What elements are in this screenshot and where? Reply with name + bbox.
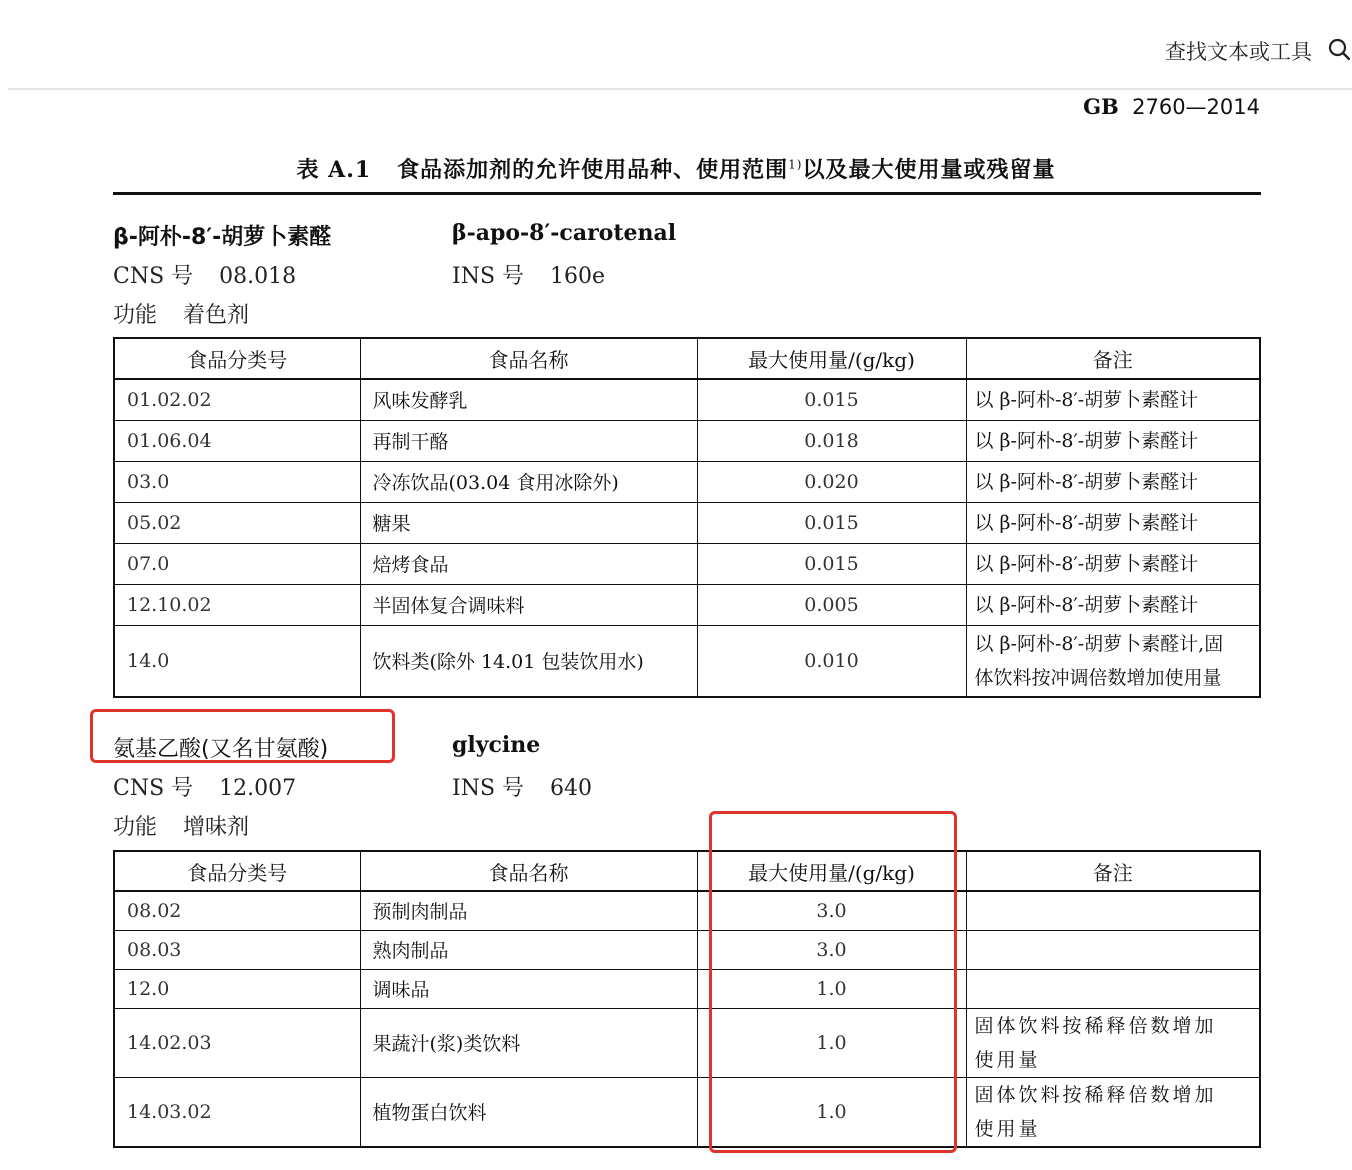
max-usage: 0.020 bbox=[697, 461, 966, 502]
additive-name-cn: β-阿朴-8′-胡萝卜素醛 bbox=[113, 225, 332, 250]
table-row bbox=[114, 1077, 1260, 1147]
table-row bbox=[114, 930, 1260, 969]
table-row bbox=[114, 502, 1260, 543]
ins-number: INS 号 160e bbox=[452, 264, 606, 289]
max-usage: 0.005 bbox=[697, 584, 966, 625]
header-food-code: 食品分类号 bbox=[114, 338, 360, 379]
header-note: 备注 bbox=[966, 338, 1260, 379]
food-name: 调味品 bbox=[360, 969, 697, 1008]
food-code: 08.02 bbox=[114, 891, 360, 930]
food-code: 03.0 bbox=[114, 461, 360, 502]
toolbar-divider bbox=[8, 88, 1352, 90]
food-name: 再制干酪 bbox=[360, 420, 697, 461]
table-row bbox=[114, 1008, 1260, 1077]
cns-number: CNS 号 12.007 bbox=[113, 776, 297, 801]
table-row bbox=[114, 584, 1260, 625]
search-icon[interactable] bbox=[1328, 38, 1350, 60]
max-usage: 3.0 bbox=[697, 930, 966, 969]
table-row bbox=[114, 379, 1260, 420]
search-label[interactable]: 查找文本或工具 bbox=[1165, 40, 1312, 64]
max-usage: 0.010 bbox=[697, 625, 966, 697]
top-toolbar bbox=[0, 0, 1352, 88]
highlight-box-glycine-name bbox=[90, 709, 395, 763]
note: 以 β-阿朴-8′-胡萝卜素醛计 bbox=[966, 461, 1260, 502]
food-code: 01.06.04 bbox=[114, 420, 360, 461]
header-max-usage: 最大使用量/(g/kg) bbox=[697, 851, 966, 891]
usage-table-glycine bbox=[113, 850, 1261, 1148]
table-caption: 表 A.1 食品添加剂的允许使用品种、使用范围$^{1)}$以及最大使用量或残留量 bbox=[296, 157, 1056, 183]
note bbox=[966, 969, 1260, 1008]
note: 以 β-阿朴-8′-胡萝卜素醛计 bbox=[966, 584, 1260, 625]
note: 固体饮料按稀释倍数增加 使用量 bbox=[966, 1008, 1260, 1077]
max-usage: 1.0 bbox=[697, 1008, 966, 1077]
caption-rule bbox=[113, 192, 1261, 195]
header-food-name: 食品名称 bbox=[360, 851, 697, 891]
table-header-row bbox=[114, 851, 1260, 891]
food-code: 01.02.02 bbox=[114, 379, 360, 420]
table-row bbox=[114, 420, 1260, 461]
additive-name-en: β-apo-8′-carotenal bbox=[452, 220, 677, 246]
food-code: 14.02.03 bbox=[114, 1008, 360, 1077]
food-name: 焙烤食品 bbox=[360, 543, 697, 584]
note bbox=[966, 930, 1260, 969]
cns-number: CNS 号 08.018 bbox=[113, 264, 297, 289]
food-name: 风味发酵乳 bbox=[360, 379, 697, 420]
food-name: 饮料类(除外 14.01 包装饮用水) bbox=[360, 625, 697, 697]
food-name: 冷冻饮品(03.04 食用冰除外) bbox=[360, 461, 697, 502]
additive-name-cn: 氨基乙酸(又名甘氨酸) bbox=[113, 737, 329, 762]
table-row bbox=[114, 461, 1260, 502]
table-row bbox=[114, 543, 1260, 584]
max-usage: 1.0 bbox=[697, 969, 966, 1008]
food-code: 05.02 bbox=[114, 502, 360, 543]
table-header-row bbox=[114, 338, 1260, 379]
note bbox=[966, 891, 1260, 930]
food-name: 预制肉制品 bbox=[360, 891, 697, 930]
max-usage: 1.0 bbox=[697, 1077, 966, 1147]
standard-number: GB 2760—2014 bbox=[1083, 94, 1260, 119]
food-code: 08.03 bbox=[114, 930, 360, 969]
food-name: 植物蛋白饮料 bbox=[360, 1077, 697, 1147]
max-usage: 0.015 bbox=[697, 379, 966, 420]
max-usage: 0.015 bbox=[697, 543, 966, 584]
highlight-box-max-usage bbox=[709, 811, 957, 1153]
note: 以 β-阿朴-8′-胡萝卜素醛计,固 体饮料按冲调倍数增加使用量 bbox=[966, 625, 1260, 697]
note: 固体饮料按稀释倍数增加 使用量 bbox=[966, 1077, 1260, 1147]
food-name: 果蔬汁(浆)类饮料 bbox=[360, 1008, 697, 1077]
table-row bbox=[114, 625, 1260, 697]
max-usage: 3.0 bbox=[697, 891, 966, 930]
note: 以 β-阿朴-8′-胡萝卜素醛计 bbox=[966, 502, 1260, 543]
usage-table-carotenal bbox=[113, 337, 1261, 698]
max-usage: 0.015 bbox=[697, 502, 966, 543]
food-name: 糖果 bbox=[360, 502, 697, 543]
food-code: 07.0 bbox=[114, 543, 360, 584]
table-row bbox=[114, 891, 1260, 930]
table-row bbox=[114, 969, 1260, 1008]
max-usage: 0.018 bbox=[697, 420, 966, 461]
header-food-name: 食品名称 bbox=[360, 338, 697, 379]
food-name: 半固体复合调味料 bbox=[360, 584, 697, 625]
food-name: 熟肉制品 bbox=[360, 930, 697, 969]
additive-name-en: glycine bbox=[452, 732, 541, 758]
note: 以 β-阿朴-8′-胡萝卜素醛计 bbox=[966, 543, 1260, 584]
ins-number: INS 号 640 bbox=[452, 776, 593, 801]
food-code: 12.0 bbox=[114, 969, 360, 1008]
header-food-code: 食品分类号 bbox=[114, 851, 360, 891]
function: 功能 增味剂 bbox=[113, 815, 250, 840]
function: 功能 着色剂 bbox=[113, 303, 250, 328]
food-code: 14.0 bbox=[114, 625, 360, 697]
header-note: 备注 bbox=[966, 851, 1260, 891]
note: 以 β-阿朴-8′-胡萝卜素醛计 bbox=[966, 379, 1260, 420]
food-code: 14.03.02 bbox=[114, 1077, 360, 1147]
note: 以 β-阿朴-8′-胡萝卜素醛计 bbox=[966, 420, 1260, 461]
food-code: 12.10.02 bbox=[114, 584, 360, 625]
header-max-usage: 最大使用量/(g/kg) bbox=[697, 338, 966, 379]
